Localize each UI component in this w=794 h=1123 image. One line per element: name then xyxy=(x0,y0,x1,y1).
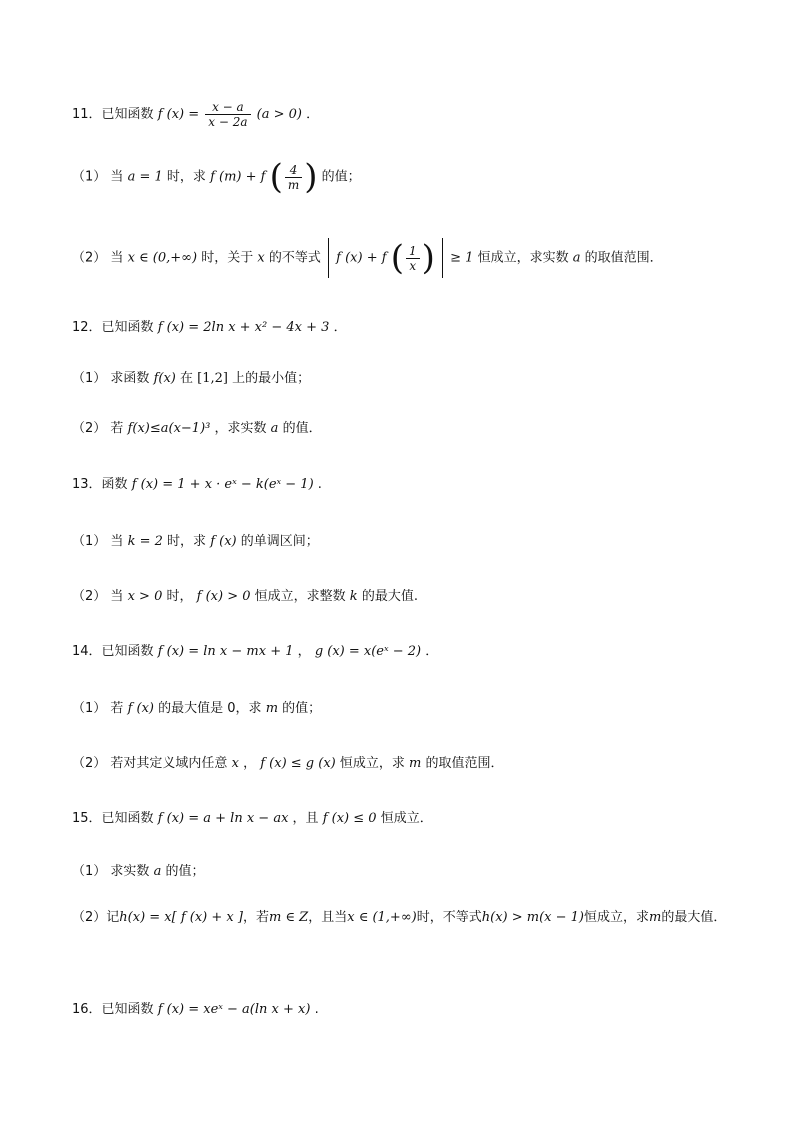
part-text: 时，求 xyxy=(166,169,206,185)
fraction-denominator: m xyxy=(287,177,300,192)
problem-11-part-2 xyxy=(72,238,663,278)
part-text: 的值． xyxy=(282,421,322,436)
math-variable: m xyxy=(649,910,662,925)
math-expression: f (x) + f xyxy=(336,250,387,266)
math-expression: g (x) = x(eˣ − 2) xyxy=(314,644,422,659)
math-expression: ≥ 1 xyxy=(450,250,474,266)
math-expression: f(x) xyxy=(153,371,176,386)
part-text: ，且当 xyxy=(308,910,348,925)
part-text: 记 xyxy=(106,910,120,925)
math-variable: a xyxy=(270,421,279,436)
part-text: 的值； xyxy=(165,864,205,879)
math-expression: f (x) ≤ g (x) xyxy=(260,756,336,771)
part-label: （1） xyxy=(72,701,107,716)
part-text: 恒成立，求整数 xyxy=(254,589,346,604)
problem-12-part-2 xyxy=(72,417,322,436)
problem-15-part-2 xyxy=(72,896,727,940)
problem-14-part-2 xyxy=(72,752,504,771)
math-expression: f (x) xyxy=(127,701,154,716)
stem-end: . xyxy=(317,477,322,492)
part-label: （2） xyxy=(72,250,107,266)
part-label: （1） xyxy=(72,864,107,879)
math-variable: a xyxy=(153,864,162,879)
part-text: 的最大值. xyxy=(361,589,418,604)
part-label: （1） xyxy=(72,371,107,386)
math-expression: f (x) = a + ln x − ax xyxy=(157,811,289,826)
fraction-denominator: x − 2a xyxy=(208,115,248,129)
math-expression: x ∈ (0,+∞) xyxy=(127,250,198,266)
part-text: 当 xyxy=(110,589,124,604)
problem-15-stem xyxy=(72,807,433,826)
part-label: （2） xyxy=(72,756,107,771)
math-expression: f (m) + f xyxy=(210,169,266,185)
part-text: 当 xyxy=(110,534,124,549)
stem-text: 14．已知函数 xyxy=(72,644,154,659)
problem-14-part-1 xyxy=(72,697,321,716)
part-text: 时，求 xyxy=(167,534,207,549)
stem-end: . xyxy=(314,1002,319,1017)
part-text: 若对其定义域内任意 xyxy=(110,756,228,771)
part-text: 若 xyxy=(110,421,124,436)
stem-end: ． xyxy=(333,320,347,335)
fraction xyxy=(285,163,302,192)
part-text: 恒成立，求 xyxy=(584,910,650,925)
stem-text: 15．已知函数 xyxy=(72,811,154,826)
part-text: 的单调区间； xyxy=(240,534,319,549)
stem-sep: ，且 xyxy=(292,811,319,826)
part-text: 的值； xyxy=(321,169,361,185)
stem-text: 16．已知函数 xyxy=(72,1002,154,1017)
math-variable: a xyxy=(572,250,581,266)
part-text: 的最大值． xyxy=(661,910,727,925)
math-expression: f (x) = 2ln x + x² − 4x + 3 xyxy=(157,320,330,335)
problem-15-part-1 xyxy=(72,860,205,879)
problem-12-stem xyxy=(72,316,347,335)
left-paren: ( xyxy=(390,238,404,278)
math-expression: x > 0 xyxy=(127,589,163,604)
math-expression: a = 1 xyxy=(127,169,163,185)
problem-12-part-1 xyxy=(72,367,310,386)
math-expression: f (x) = xeˣ − a(ln x + x) xyxy=(157,1002,311,1017)
part-text: 的不等式 xyxy=(268,250,321,266)
problem-13-part-1 xyxy=(72,530,319,549)
part-text: 的值； xyxy=(282,701,322,716)
math-expression: m ∈ Z xyxy=(268,910,309,925)
part-label: （2） xyxy=(72,421,107,436)
fraction-numerator: 4 xyxy=(285,163,302,178)
part-text: 求函数 xyxy=(110,371,150,386)
part-text: 时， xyxy=(166,589,193,604)
problem-13-part-2 xyxy=(72,585,418,604)
math-expression: f(x)≤a(x−1)³ xyxy=(127,421,211,436)
part-text: 的取值范围． xyxy=(425,756,504,771)
stem-text: 11．已知函数 xyxy=(72,107,154,122)
fraction-numerator: x − a xyxy=(205,100,250,115)
stem-sep: ， xyxy=(297,644,311,659)
math-expression: f (x) = ln x − mx + 1 xyxy=(157,644,294,659)
math-expression: f (x) > 0 xyxy=(196,589,251,604)
part-text: 时，不等式 xyxy=(416,910,482,925)
part-text: ，求实数 xyxy=(214,421,267,436)
math-expression: f (x) ≤ 0 xyxy=(322,811,377,826)
math-variable: x xyxy=(231,756,239,771)
problem-11-stem xyxy=(72,100,319,129)
math-expression: f (x) xyxy=(210,534,237,549)
part-text: 当 xyxy=(110,169,124,185)
math-expression: x ∈ (1,+∞) xyxy=(347,910,417,925)
fraction-denominator: x xyxy=(409,258,417,273)
left-paren: ( xyxy=(269,157,283,197)
part-label: （1） xyxy=(72,169,107,185)
part-text: 求实数 xyxy=(110,864,150,879)
math-condition: (a > 0) xyxy=(256,107,302,122)
part-text: 恒成立，求实数 xyxy=(477,250,569,266)
part-label: （2） xyxy=(72,589,107,604)
math-variable: m xyxy=(265,701,279,716)
math-variable: m xyxy=(409,756,422,771)
stem-end: 恒成立． xyxy=(380,811,433,826)
part-text: 时，关于 xyxy=(201,250,254,266)
math-expression: k = 2 xyxy=(127,534,163,549)
problem-16-stem xyxy=(72,998,319,1017)
part-text: 的最大值是 0，求 xyxy=(158,701,262,716)
math-expression: h(x) > m(x − 1) xyxy=(481,910,584,925)
math-variable: x xyxy=(257,250,265,266)
math-expression: f (x) = 1 + x · eˣ − k(eˣ − 1) xyxy=(131,477,314,492)
part-text: 上的最小值； xyxy=(232,371,311,386)
part-label: （1） xyxy=(72,534,107,549)
problem-14-stem xyxy=(72,640,438,659)
part-text: 在 xyxy=(180,371,194,386)
math-expression: f (x) = xyxy=(157,107,200,122)
stem-end: ． xyxy=(306,107,320,122)
math-expression: [1,2] xyxy=(197,371,228,386)
part-text: 若 xyxy=(110,701,124,716)
part-text: 恒成立，求 xyxy=(339,756,405,771)
part-text: 的取值范围． xyxy=(584,250,663,266)
part-text: 当 xyxy=(110,250,124,266)
problem-11-part-1 xyxy=(72,157,361,197)
fraction-numerator: 1 xyxy=(406,244,420,259)
right-paren: ) xyxy=(421,238,435,278)
part-text: ， xyxy=(243,756,257,771)
fraction xyxy=(205,100,250,129)
problem-13-stem xyxy=(72,473,322,492)
stem-text: 13．函数 xyxy=(72,477,128,492)
math-variable: k xyxy=(349,589,358,604)
abs-bar-left xyxy=(328,238,329,278)
fraction xyxy=(406,244,420,273)
part-text: ，若 xyxy=(242,910,269,925)
right-paren: ) xyxy=(304,157,318,197)
abs-bar-right xyxy=(442,238,443,278)
math-expression: h(x) = x[ f (x) + x ] xyxy=(119,910,243,925)
stem-text: 12．已知函数 xyxy=(72,320,154,335)
part-label: （2） xyxy=(72,910,107,925)
stem-end: ． xyxy=(425,644,439,659)
